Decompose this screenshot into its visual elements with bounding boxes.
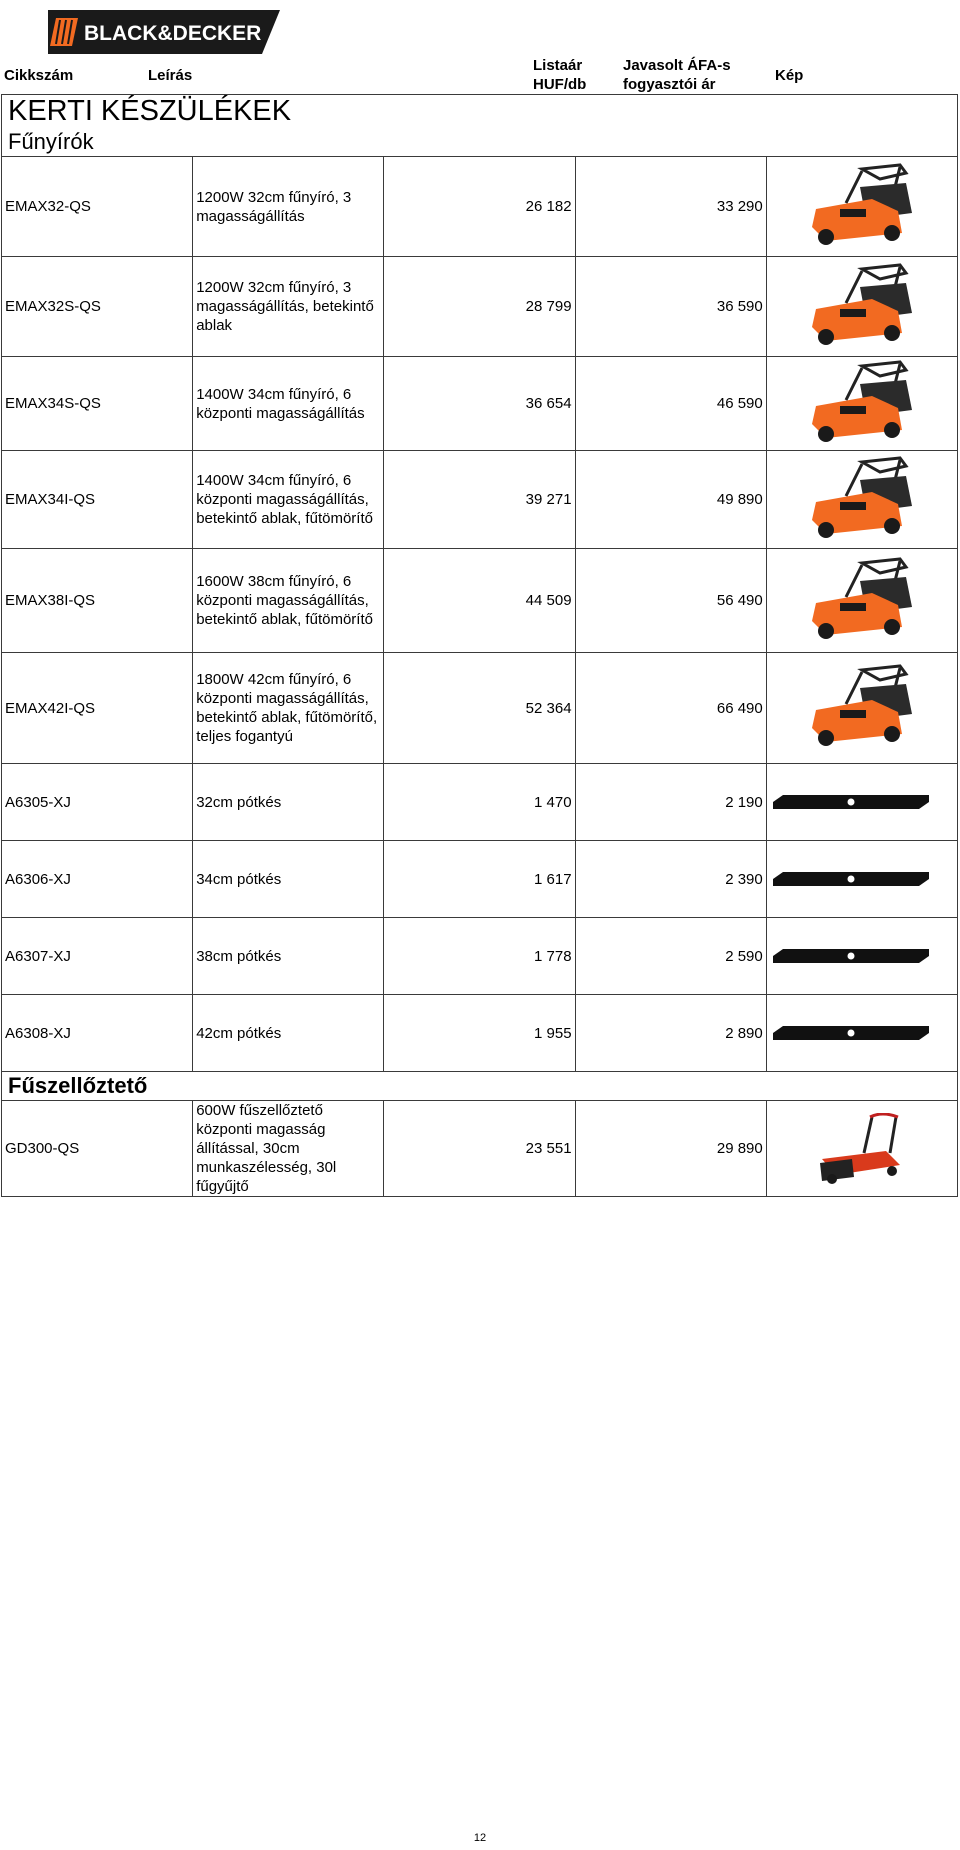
product-code: A6306-XJ bbox=[2, 841, 193, 918]
product-code: EMAX32-QS bbox=[2, 157, 193, 257]
product-code: A6308-XJ bbox=[2, 995, 193, 1072]
table-row bbox=[2, 157, 958, 257]
table-row bbox=[2, 764, 958, 841]
table-row bbox=[2, 995, 958, 1072]
retail-price: 66 490 bbox=[575, 653, 766, 764]
product-description: 600W fűszellőztető központi magasság állítással, 30cm munkaszélesség, 30l fűgyűjtő bbox=[193, 1101, 384, 1197]
product-description: 42cm pótkés bbox=[193, 995, 384, 1072]
header-code: Cikkszám bbox=[4, 67, 74, 84]
list-price: 28 799 bbox=[384, 257, 575, 357]
list-price: 39 271 bbox=[384, 451, 575, 549]
product-code: EMAX38I-QS bbox=[2, 549, 193, 653]
list-price: 44 509 bbox=[384, 549, 575, 653]
header-retail-price: Javasolt ÁFA-s fogyasztói ár bbox=[623, 57, 731, 93]
product-description: 1800W 42cm fűnyíró, 6 központi magasságállítás, betekintő ablak, fűtömörítő, teljes fogantyú bbox=[193, 653, 384, 764]
retail-price: 2 390 bbox=[575, 841, 766, 918]
svg-text:BLACK&DECKER: BLACK&DECKER bbox=[84, 22, 262, 45]
product-code: GD300-QS bbox=[2, 1101, 193, 1197]
lawn-mower-icon bbox=[766, 549, 957, 653]
retail-price: 2 190 bbox=[575, 764, 766, 841]
retail-price: 2 890 bbox=[575, 995, 766, 1072]
product-description: 32cm pótkés bbox=[193, 764, 384, 841]
lawn-mower-icon bbox=[766, 357, 957, 451]
product-code: EMAX32S-QS bbox=[2, 257, 193, 357]
product-code: EMAX42I-QS bbox=[2, 653, 193, 764]
price-table bbox=[1, 94, 958, 1197]
product-code: A6307-XJ bbox=[2, 918, 193, 995]
list-price: 1 778 bbox=[384, 918, 575, 995]
group-title-mowers: Fűnyírók bbox=[2, 128, 958, 157]
product-description: 1200W 32cm fűnyíró, 3 magasságállítás, betekintő ablak bbox=[193, 257, 384, 357]
section-title-row bbox=[2, 95, 958, 129]
list-price: 52 364 bbox=[384, 653, 575, 764]
page-number: 12 bbox=[473, 1832, 487, 1844]
retail-price: 33 290 bbox=[575, 157, 766, 257]
product-description: 1200W 32cm fűnyíró, 3 magasságállítás bbox=[193, 157, 384, 257]
table-row bbox=[2, 918, 958, 995]
product-description: 1600W 38cm fűnyíró, 6 központi magasságállítás, betekintő ablak, fűtömörítő bbox=[193, 549, 384, 653]
table-row bbox=[2, 357, 958, 451]
list-price: 23 551 bbox=[384, 1101, 575, 1197]
scarifier-rows bbox=[2, 1101, 958, 1197]
table-row bbox=[2, 653, 958, 764]
product-description: 38cm pótkés bbox=[193, 918, 384, 995]
product-code: A6305-XJ bbox=[2, 764, 193, 841]
product-description: 1400W 34cm fűnyíró, 6 központi magasságállítás bbox=[193, 357, 384, 451]
retail-price: 56 490 bbox=[575, 549, 766, 653]
retail-price: 36 590 bbox=[575, 257, 766, 357]
lawn-mower-icon bbox=[766, 451, 957, 549]
list-price: 26 182 bbox=[384, 157, 575, 257]
mower-blade-icon bbox=[766, 841, 957, 918]
group-title-scarifier: Fűszellőztető bbox=[2, 1072, 958, 1101]
mower-blade-icon bbox=[766, 918, 957, 995]
lawn-mower-icon bbox=[766, 157, 957, 257]
lawn-mower-icon bbox=[766, 653, 957, 764]
table-row bbox=[2, 451, 958, 549]
list-price: 1 955 bbox=[384, 995, 575, 1072]
retail-price: 46 590 bbox=[575, 357, 766, 451]
lawn-scarifier-icon bbox=[766, 1101, 957, 1197]
mower-blade-icon bbox=[766, 764, 957, 841]
table-row bbox=[2, 257, 958, 357]
header-image: Kép bbox=[775, 67, 804, 84]
list-price: 36 654 bbox=[384, 357, 575, 451]
lawn-mower-icon bbox=[766, 257, 957, 357]
table-row bbox=[2, 841, 958, 918]
product-code: EMAX34I-QS bbox=[2, 451, 193, 549]
list-price: 1 617 bbox=[384, 841, 575, 918]
table-row bbox=[2, 549, 958, 653]
product-description: 34cm pótkés bbox=[193, 841, 384, 918]
retail-price: 2 590 bbox=[575, 918, 766, 995]
mower-rows bbox=[2, 157, 958, 1072]
header-description: Leírás bbox=[148, 67, 193, 84]
group-title-row bbox=[2, 1072, 958, 1101]
section-title: KERTI KÉSZÜLÉKEK bbox=[2, 95, 958, 129]
black-and-decker-logo bbox=[48, 10, 280, 54]
product-description: 1400W 34cm fűnyíró, 6 központi magasságállítás, betekintő ablak, fűtömörítő bbox=[193, 451, 384, 549]
table-row bbox=[2, 1101, 958, 1197]
group-title-row bbox=[2, 128, 958, 157]
retail-price: 49 890 bbox=[575, 451, 766, 549]
mower-blade-icon bbox=[766, 995, 957, 1072]
retail-price: 29 890 bbox=[575, 1101, 766, 1197]
product-code: EMAX34S-QS bbox=[2, 357, 193, 451]
header-list-price: Listaár HUF/db bbox=[533, 57, 587, 93]
list-price: 1 470 bbox=[384, 764, 575, 841]
